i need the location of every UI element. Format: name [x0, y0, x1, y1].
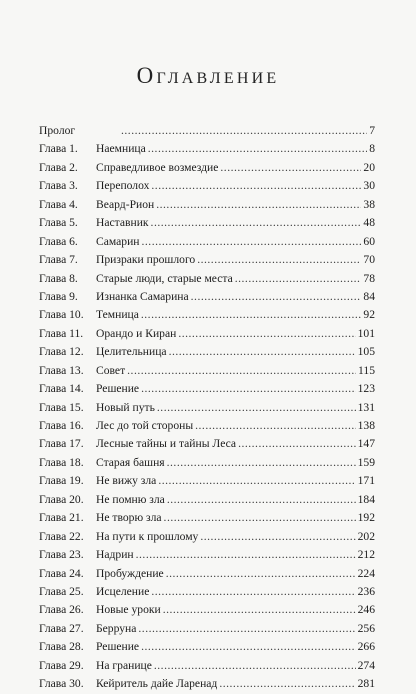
toc-entry — [39, 196, 375, 214]
toc-dot-leader — [151, 583, 355, 601]
toc-dot-leader — [142, 233, 362, 251]
toc-page-number: 256 — [357, 621, 375, 635]
toc-chapter-number: Глава 23. — [39, 548, 84, 562]
toc-entry — [39, 343, 375, 361]
toc-page-number: 60 — [363, 234, 375, 248]
toc-chapter-number: Глава 9. — [39, 289, 78, 303]
toc-page-number: 159 — [357, 455, 375, 469]
toc-dot-leader — [158, 472, 355, 490]
toc-page-number: 236 — [357, 584, 375, 598]
toc-dot-leader — [220, 159, 361, 177]
toc-chapter-number: Глава 28. — [39, 640, 84, 654]
toc-dot-leader — [167, 454, 356, 472]
toc-chapter-title: Темница — [96, 308, 139, 322]
toc-page-number: 138 — [357, 419, 375, 432]
toc-dot-leader — [197, 251, 361, 269]
toc-chapter-title: Старые люди, старые места — [96, 271, 233, 285]
toc-chapter-number: Глава 29. — [39, 658, 84, 672]
toc-chapter-number: Глава 25. — [39, 584, 84, 598]
toc-dot-leader — [166, 565, 356, 583]
toc-entry — [39, 251, 375, 269]
toc-entry — [39, 140, 375, 158]
toc-chapter-title: Решение — [96, 640, 140, 654]
toc-chapter-number: Глава 15. — [39, 400, 84, 414]
toc-chapter-number: Глава 18. — [39, 455, 84, 469]
toc-chapter-title: Исцеление — [96, 584, 150, 598]
toc-entry — [39, 233, 375, 251]
toc-entry — [39, 491, 375, 509]
toc-chapter-number: Глава 16. — [39, 419, 84, 432]
toc-entry — [39, 288, 375, 306]
toc-chapter-title: На пути к прошлому — [96, 529, 199, 543]
toc-page-number: 48 — [363, 216, 375, 230]
toc-chapter-title: Кейритель дайе Ларенад — [96, 677, 218, 691]
toc-dot-leader — [138, 620, 355, 638]
toc-chapter-number: Глава 7. — [39, 253, 78, 267]
toc-entry — [39, 565, 375, 583]
toc-chapter-number: Глава 10. — [39, 308, 84, 322]
toc-chapter-number: Глава 26. — [39, 603, 84, 617]
toc-chapter-title: Призраки прошлого — [96, 253, 196, 267]
toc-page-number: 147 — [357, 437, 375, 451]
toc-page-number: 105 — [357, 345, 375, 359]
toc-dot-leader — [148, 140, 367, 158]
toc-entry — [39, 435, 375, 453]
toc-dot-leader — [127, 362, 356, 380]
toc-page-number: 281 — [357, 677, 375, 691]
toc-entry — [39, 122, 375, 140]
toc-entry — [39, 306, 375, 324]
toc-chapter-number: Глава 1. — [39, 142, 78, 156]
toc-chapter-title: Лесные тайны и тайны Леса — [96, 437, 237, 451]
toc-chapter-title: На границе — [96, 658, 152, 672]
toc-chapter-title: Совет — [96, 363, 126, 377]
toc-chapter-number: Глава 24. — [39, 566, 84, 580]
toc-chapter-number: Глава 17. — [39, 437, 84, 451]
toc-dot-leader — [121, 122, 367, 140]
toc-entry — [39, 472, 375, 490]
toc-chapter-number: Глава 2. — [39, 160, 78, 174]
toc-chapter-title: Пробуждение — [96, 566, 164, 580]
toc-page-number: 274 — [357, 658, 375, 672]
toc-page-number: 30 — [363, 179, 375, 193]
toc-page-number: 84 — [363, 289, 375, 303]
toc-entry — [39, 546, 375, 564]
toc-page-number: 115 — [358, 363, 375, 377]
toc-chapter-title: Лес до той стороны — [96, 419, 194, 432]
toc-page-number: 224 — [357, 566, 375, 580]
toc-dot-leader — [200, 528, 355, 546]
toc-entry — [39, 638, 375, 656]
toc-chapter-title: Наемница — [96, 142, 146, 156]
toc-dot-leader — [235, 270, 362, 288]
toc-chapter-title: Целительница — [96, 345, 167, 359]
toc-page-number: 123 — [357, 382, 375, 396]
toc-chapter-title: Не помню зла — [96, 492, 165, 506]
toc-chapter-title: Изнанка Самарина — [96, 289, 189, 303]
toc-page-number: 202 — [357, 529, 375, 543]
toc-entry — [39, 380, 375, 398]
toc-page-number: 212 — [357, 548, 375, 562]
toc-chapter-number: Глава 22. — [39, 529, 84, 543]
toc-dot-leader — [178, 325, 355, 343]
toc-page-number: 131 — [357, 400, 375, 414]
toc-chapter-title: Веард-Рион — [96, 197, 155, 211]
toc-dot-leader — [167, 491, 356, 509]
toc-page-number: 171 — [357, 474, 375, 488]
toc-dot-leader — [164, 509, 356, 527]
toc-chapter-number: Глава 8. — [39, 271, 78, 285]
toc-page-number: 266 — [357, 640, 375, 654]
toc-dot-leader — [151, 214, 362, 232]
toc-chapter-number: Глава 30. — [39, 677, 84, 691]
toc-page-number: 92 — [363, 308, 375, 322]
toc-page-number: 38 — [363, 197, 375, 211]
toc-page-number: 20 — [363, 160, 375, 174]
toc-dot-leader — [151, 177, 361, 195]
toc-chapter-number: Глава 5. — [39, 216, 78, 230]
toc-dot-leader — [141, 638, 356, 656]
toc-chapter-number: Глава 14. — [39, 382, 84, 396]
toc-dot-leader — [141, 306, 362, 324]
toc-page-number: 246 — [357, 603, 375, 617]
toc-chapter-title: Новый путь — [96, 400, 155, 414]
toc-dot-leader — [238, 435, 356, 453]
toc-chapter-title: Орандо и Киран — [96, 326, 177, 340]
table-of-contents — [39, 122, 375, 694]
toc-chapter-number: Пролог — [39, 124, 76, 137]
toc-chapter-number: Глава 19. — [39, 474, 84, 488]
toc-page-number: 7 — [369, 124, 375, 137]
toc-entry — [39, 399, 375, 417]
toc-entry — [39, 159, 375, 177]
toc-dot-leader — [136, 546, 356, 564]
toc-dot-leader — [154, 657, 356, 675]
toc-chapter-number: Глава 13. — [39, 363, 84, 377]
toc-chapter-title: Не вижу зла — [96, 474, 157, 488]
toc-chapter-title: Новые уроки — [96, 603, 161, 617]
toc-chapter-title: Наставник — [96, 216, 149, 230]
toc-entry — [39, 325, 375, 343]
toc-dot-leader — [163, 601, 356, 619]
toc-chapter-number: Глава 20. — [39, 492, 84, 506]
toc-chapter-number: Глава 21. — [39, 511, 84, 525]
toc-entry — [39, 657, 375, 675]
toc-dot-leader — [169, 343, 356, 361]
toc-entry — [39, 509, 375, 527]
toc-chapter-number: Глава 3. — [39, 179, 78, 193]
toc-page-number: 8 — [369, 142, 375, 156]
toc-page-number: 184 — [357, 492, 375, 506]
toc-entry — [39, 675, 375, 693]
toc-chapter-title: Надрин — [96, 548, 134, 562]
toc-chapter-title: Справедливое возмездие — [96, 160, 219, 174]
toc-entry — [39, 362, 375, 380]
toc-page-number: 70 — [363, 253, 375, 267]
toc-dot-leader — [141, 380, 356, 398]
toc-entry — [39, 528, 375, 546]
toc-entry — [39, 177, 375, 195]
toc-chapter-number: Глава 4. — [39, 197, 78, 211]
toc-chapter-title: Переполох — [96, 179, 150, 193]
toc-page-number: 78 — [363, 271, 375, 285]
page-title: Оглавление — [136, 63, 280, 88]
toc-chapter-title: Берруна — [96, 621, 137, 635]
toc-chapter-title: Решение — [96, 382, 140, 396]
toc-dot-leader — [157, 399, 356, 417]
toc-chapter-number: Глава 27. — [39, 621, 84, 635]
toc-dot-leader — [156, 196, 361, 214]
toc-entry — [39, 417, 375, 435]
toc-entry — [39, 214, 375, 232]
toc-page-number: 101 — [357, 326, 375, 340]
toc-chapter-number: Глава 6. — [39, 234, 78, 248]
toc-dot-leader — [191, 288, 362, 306]
toc-page-number: 192 — [357, 511, 375, 525]
toc-entry — [39, 270, 375, 288]
toc-entry — [39, 601, 375, 619]
toc-dot-leader — [195, 417, 355, 435]
toc-entry — [39, 583, 375, 601]
toc-chapter-title: Старая башня — [96, 455, 165, 469]
toc-chapter-title: Самарин — [96, 234, 140, 248]
toc-dot-leader — [219, 675, 355, 693]
toc-chapter-number: Глава 12. — [39, 345, 84, 359]
toc-chapter-title: Не творю зла — [96, 511, 162, 525]
toc-entry — [39, 454, 375, 472]
toc-entry — [39, 620, 375, 638]
toc-chapter-number: Глава 11. — [39, 326, 84, 340]
